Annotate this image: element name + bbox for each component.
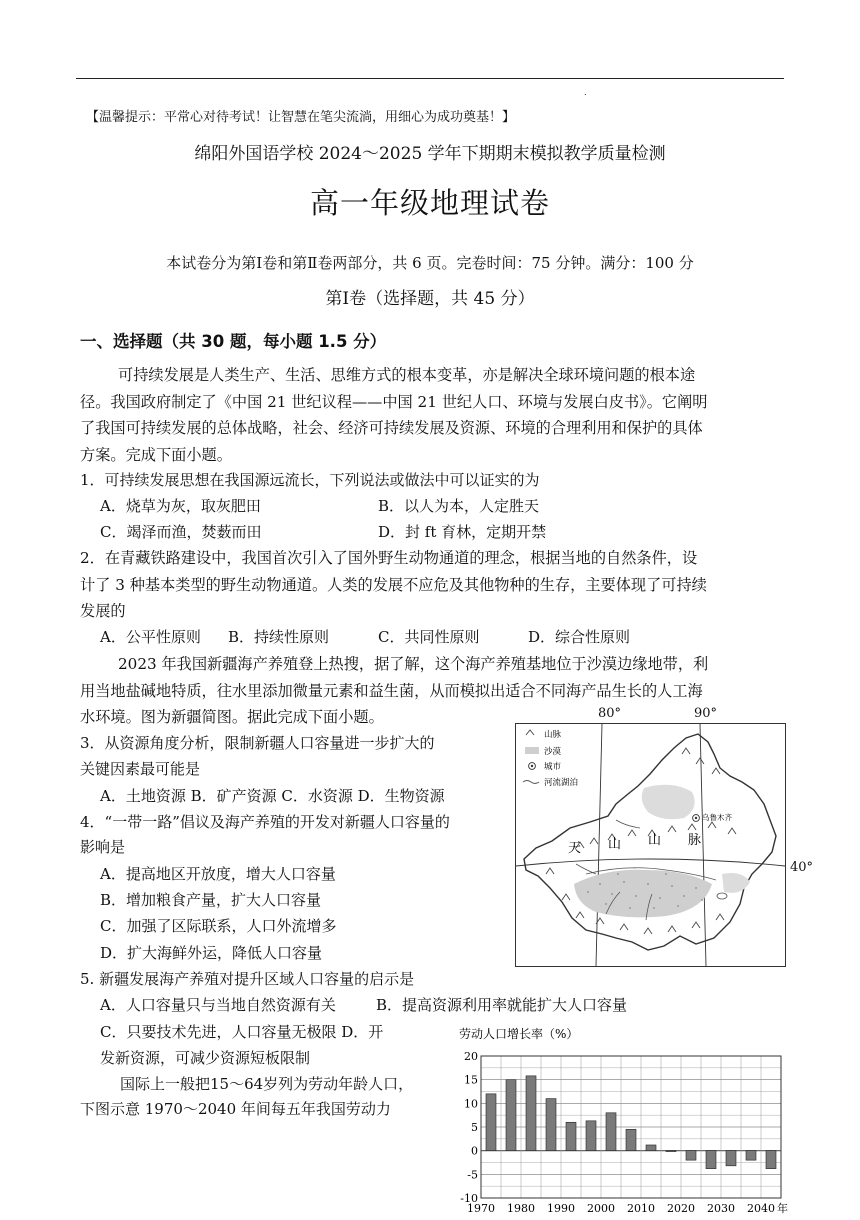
- map-longitude-80: 80°: [598, 706, 622, 721]
- chart-x-tick-label: 2000: [587, 1202, 615, 1215]
- question-1-option-a[interactable]: A．烧草为灰，取灰肥田: [100, 497, 261, 515]
- question-4-option-a[interactable]: A．提高地区开放度，增大人口容量: [100, 865, 336, 883]
- passage-1-line: 方案。完成下面小题。: [80, 445, 232, 464]
- question-2-line: 发展的: [80, 602, 126, 620]
- map-longitude-90: 90°: [694, 706, 718, 721]
- map-latitude-40: 40°: [790, 860, 814, 875]
- lake: [717, 893, 727, 899]
- legend-label-city: 城市: [544, 762, 562, 772]
- question-3-stem-line: 3．从资源角度分析，限制新疆人口容量进一步扩大的: [80, 734, 435, 752]
- question-2-option-c[interactable]: C．共同性原则: [378, 628, 480, 646]
- chart-x-tick-label: 1980: [507, 1202, 535, 1215]
- question-4-stem-line: 4．“一带一路”倡议及海产养殖的开发对新疆人口容量的: [80, 813, 450, 831]
- header-rule: [76, 78, 784, 79]
- tianshan-char-2: 山: [608, 837, 622, 852]
- chart-y-tick-label: 15: [464, 1073, 478, 1087]
- chart-bar-1990: [566, 1122, 576, 1150]
- tianshan-char-1: 天: [568, 841, 582, 856]
- map-svg: [516, 724, 785, 966]
- chart-bar-2020: [686, 1151, 696, 1160]
- volume-title: 第Ⅰ卷（选择题，共 45 分）: [325, 289, 535, 309]
- xinjiang-map: [515, 723, 786, 967]
- legend-label-river: 河流湖泊: [544, 778, 579, 788]
- chart-y-tick-label: -5: [467, 1168, 478, 1182]
- chart-bar-1975: [506, 1080, 516, 1151]
- chart-bar-2030: [726, 1151, 736, 1166]
- legend-label-mountain: 山脉: [544, 730, 562, 740]
- passage-2: [80, 651, 786, 731]
- question-2-line: 计了 3 种基本类型的野生动物通道。人类的发展不应危及其他物种的生存，主要体现了可持续: [80, 575, 707, 594]
- chart-bar-2040: [766, 1151, 776, 1169]
- chart-y-tick-label: 0: [471, 1144, 478, 1158]
- urumqi-label: 乌鲁木齐: [702, 813, 732, 822]
- question-4-option-c[interactable]: C．加强了区际联系，人口外流增多: [100, 917, 337, 935]
- question-1-option-b[interactable]: B．以人为本，人定胜天: [378, 497, 540, 515]
- parallel-40: [516, 859, 785, 866]
- passage-2-line: 水环境。图为新疆简图。据此完成下面小题。: [80, 708, 384, 726]
- question-2-line: 2．在青藏铁路建设中，我国首次引入了国外野生动物通道的理念，根据当地的自然条件，设: [80, 549, 698, 567]
- meridian-80: [596, 724, 602, 966]
- question-2-option-d[interactable]: D．综合性原则: [528, 628, 631, 646]
- chart-title: 劳动人口增长率（%）: [459, 1027, 579, 1041]
- chart-bar-2035: [746, 1151, 756, 1160]
- question-1-option-d[interactable]: D．封 ft 育林，定期开禁: [378, 523, 547, 541]
- exam-tip: 【温馨提示：平常心对待考试！让智慧在笔尖流淌，用细心为成功奠基！】: [86, 110, 516, 125]
- chart-svg: [455, 1024, 795, 1216]
- gurbantunggut-desert: [642, 785, 695, 819]
- dot-mark: .: [584, 88, 587, 97]
- chart-bar-1985: [546, 1099, 556, 1151]
- chart-bar-1970: [486, 1094, 496, 1151]
- chart-y-ticks: [460, 1050, 478, 1205]
- question-1-option-c[interactable]: C．竭泽而渔，焚薮而田: [100, 523, 262, 541]
- chart-x-tick-label: 2020: [667, 1202, 695, 1215]
- labor-growth-chart: [455, 1024, 795, 1216]
- question-4-option-d[interactable]: D．扩大海鲜外运，降低人口容量: [100, 944, 323, 962]
- chart-bars: [486, 1076, 776, 1169]
- chart-x-tick-label: 2040: [747, 1202, 775, 1215]
- chart-x-label: 年: [777, 1202, 788, 1215]
- chart-bar-2025: [706, 1151, 716, 1169]
- passage-3-line: 下图示意 1970～2040 年间每五年我国劳动力: [80, 1100, 391, 1118]
- map-legend: [523, 729, 579, 788]
- passage-1: [80, 362, 786, 468]
- question-5-option-a[interactable]: A．人口容量只与当地自然资源有关: [100, 996, 336, 1014]
- taklamakan-desert: [574, 870, 712, 918]
- passage-1-line: 径。我国政府制定了《中国 21 世纪议程——中国 21 世纪人口、环境与发展白皮书》。它阐明: [80, 392, 708, 411]
- question-3-stem-line: 关键因素最可能是: [80, 760, 201, 778]
- chart-y-tick-label: 5: [471, 1121, 478, 1134]
- question-5-option-b[interactable]: B．提高资源利用率就能扩大人口容量: [376, 996, 628, 1014]
- chart-bar-2010: [646, 1145, 656, 1151]
- chart-y-tick-label: -10: [460, 1192, 478, 1205]
- chart-x-ticks: [467, 1202, 775, 1215]
- passage-2-line: 用当地盐碱地特质，往水里添加微量元素和益生菌，从而模拟出适合不同海产品生长的人工海: [80, 681, 703, 700]
- chart-bar-2005: [626, 1129, 636, 1150]
- passage-3-line: 国际上一般把15～64岁列为劳动年龄人口，: [120, 1075, 414, 1093]
- chart-bar-1980: [526, 1076, 536, 1151]
- chart-x-tick-label: 2030: [707, 1202, 735, 1215]
- question-2-stem: [80, 545, 786, 625]
- question-4-stem-line: 影响是: [80, 838, 126, 856]
- kumtag-desert: [722, 873, 750, 893]
- page-title: 高一年级地理试卷: [309, 186, 550, 220]
- passage-1-line: 了我国可持续发展的总体战略，社会、经济可持续发展及资源、环境的合理利用和保护的具体: [80, 419, 703, 437]
- question-3-options[interactable]: A．土地资源 B．矿产资源 C．水资源 D．生物资源: [100, 787, 445, 805]
- legend-desert-symbol: [525, 747, 539, 754]
- question-4-option-b[interactable]: B．增加粮食产量，扩大人口容量: [100, 891, 322, 909]
- question-2-option-a[interactable]: A．公平性原则: [100, 628, 201, 646]
- chart-y-tick-label: 10: [464, 1097, 478, 1111]
- question-5-option-d[interactable]: 发新资源，可减少资源短板限制: [100, 1049, 311, 1067]
- chart-bar-2015: [666, 1151, 676, 1152]
- legend-label-desert: 沙漠: [544, 747, 562, 757]
- school-title: 绵阳外国语学校 2024～2025 学年下期期末模拟教学质量检测: [194, 144, 666, 164]
- question-2-option-b[interactable]: B．持续性原则: [228, 628, 330, 646]
- passage-2-line: 2023 年我国新疆海产养殖登上热搜，据了解，这个海产养殖基地位于沙漠边缘地带，利: [118, 655, 709, 673]
- legend-mountain-symbol: [526, 730, 534, 735]
- passage-1-line: 可持续发展是人类生产、生活、思维方式的根本变革，亦是解决全球环境问题的根本途: [118, 366, 696, 384]
- chart-bar-1995: [586, 1121, 596, 1151]
- chart-bar-2000: [606, 1113, 616, 1151]
- section-heading: 一、选择题（共 30 题，每小题 1.5 分）: [80, 332, 387, 351]
- chart-x-tick-label: 1970: [467, 1202, 495, 1215]
- tianshan-char-3: 山: [648, 833, 662, 848]
- exam-info: 本试卷分为第Ⅰ卷和第Ⅱ卷两部分，共 6 页。完卷时间：75 分钟。满分：100 分: [166, 254, 694, 272]
- tianshan-char-4: 脉: [688, 833, 702, 848]
- question-1-stem: 1．可持续发展思想在我国源远流长，下列说法或做法中可以证实的为: [80, 471, 540, 489]
- question-5-option-c[interactable]: C．只要技术先进，人口容量无极限 D．开: [100, 1023, 384, 1041]
- question-5-stem: 5. 新疆发展海产养殖对提升区域人口容量的启示是: [80, 970, 415, 988]
- legend-river-symbol: [523, 781, 539, 784]
- chart-x-tick-label: 1990: [547, 1202, 575, 1215]
- chart-y-tick-label: 20: [464, 1050, 478, 1063]
- chart-x-tick-label: 2010: [627, 1202, 655, 1215]
